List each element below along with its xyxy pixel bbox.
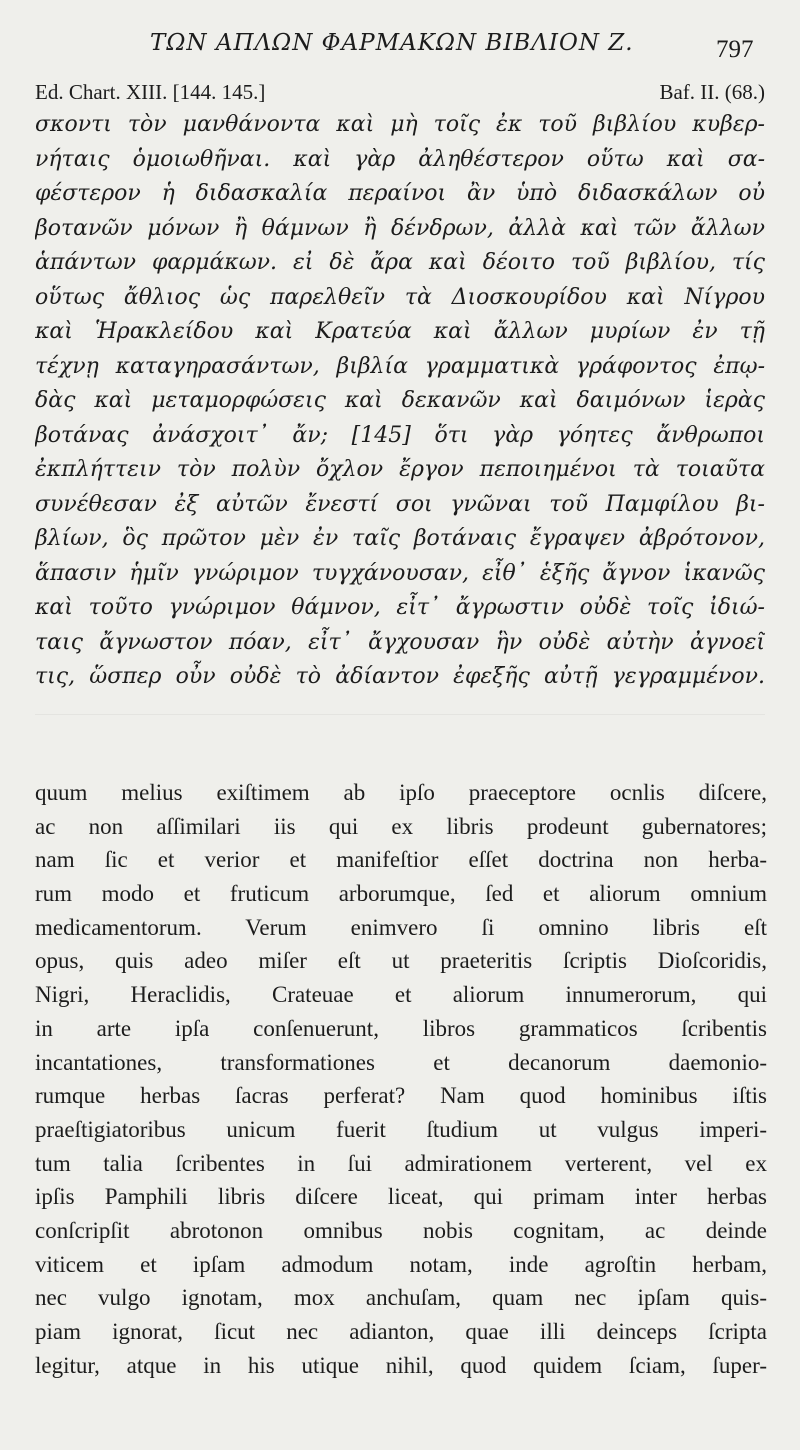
- greek-line: βοτάνας ἀνάσχοιτ᾽ ἄν; [145] ὅτι γὰρ γόητες ἄνθρωποι: [35, 422, 765, 448]
- latin-line: piam ignorat, ſicut nec adianton, quae illi deinceps ſcripta: [35, 1319, 767, 1344]
- greek-line: βοτανῶν μόνων ἢ θάμνων ἢ δένδρων, ἀλλὰ καὶ τῶν ἄλλων: [35, 215, 765, 241]
- latin-line: conſcripſit abrotonon omnibus nobis cognitam, ac deinde: [35, 1217, 767, 1243]
- latin-line: quum melius exiſtimem ab ipſo praeceptore ocnlis diſcere,: [35, 780, 767, 805]
- latin-line: nec vulgo ignotam, mox anchuſam, quam nec ipſam quis-: [35, 1285, 767, 1311]
- greek-line: τέχνῃ καταγηρασάντων, βιβλία γραμματικὰ γράφοντος ἐπῳ-: [35, 353, 765, 379]
- latin-line: rum modo et fruticum arborumque, ſed et aliorum omnium: [35, 881, 767, 907]
- greek-line: βλίων, ὃς πρῶτον μὲν ἐν ταῖς βοτάναις ἔγραψεν ἀβρότονον,: [35, 526, 765, 551]
- latin-line: medicamentorum. Verum enimvero ſi omnino libris eſt: [35, 914, 767, 940]
- running-head: ΤΩΝ ΑΠΛΩΝ ΦΑΡΜΑΚΩΝ ΒΙΒΛΙΟΝ Ζ.: [150, 30, 634, 56]
- latin-line: in arte ipſa conſenuerunt, libros grammaticos ſcribentis: [35, 1015, 767, 1041]
- greek-line: τις, ὥσπερ οὖν οὐδὲ τὸ ἀδίαντον ἐφεξῆς αὐτῇ γεγραμμένον.: [35, 664, 765, 689]
- latin-line: legitur, atque in his utique nihil, quod quidem ſciam, ſuper-: [35, 1352, 767, 1378]
- greek-line: ἅπασιν ἡμῖν γνώριμον τυγχάνουσαν, εἶθ᾽ ἑξῆς ἄγνον ἱκανῶς: [35, 560, 765, 586]
- latin-line: praeſtigiatoribus unicum fuerit ſtudium ut vulgus imperi-: [35, 1116, 767, 1142]
- latin-line: ac non aſſimilari iis qui ex libris prodeunt gubernatores;: [35, 813, 767, 839]
- latin-line: Nigri, Heraclidis, Crateuae et aliorum innumerorum, qui: [35, 982, 767, 1008]
- greek-text-block: [35, 108, 765, 695]
- greek-line: ταις ἄγνωστον πόαν, εἶτ᾽ ἄγχουσαν ἣν οὐδὲ αὐτὴν ἀγνοεῖ: [35, 629, 765, 655]
- latin-line: opus, quis adeo miſer eſt ut praeteritis ſcriptis Dioſcoridis,: [35, 948, 767, 974]
- edition-reference-basel: Baf. II. (68.): [659, 80, 765, 104]
- greek-line: συνέθεσαν ἐξ αὐτῶν ἔνεστί σοι γνῶναι τοῦ Παμφίλου βι-: [35, 491, 765, 517]
- greek-line: οὕτως ἄθλιος ὡς παρελθεῖν τὰ Διοσκουρίδου καὶ Νίγρου: [35, 284, 765, 310]
- latin-text-block: [35, 776, 767, 1382]
- latin-line: rumque herbas ſacras perferat? Nam quod hominibus iſtis: [35, 1083, 767, 1109]
- greek-line: ἁπάντων φαρμάκων. εἰ δὲ ἄρα καὶ δέοιτο τοῦ βιβλίου, τίς: [35, 250, 765, 275]
- section-divider: [35, 714, 765, 715]
- greek-line: φέστερον ἡ διδασκαλία περαίνοι ἂν ὑπὸ διδασκάλων οὐ: [35, 181, 765, 206]
- latin-line: tum talia ſcribentes in ſui admirationem verterent, vel ex: [35, 1150, 767, 1176]
- edition-reference-chartier: Ed. Chart. XIII. [144. 145.]: [35, 80, 266, 104]
- latin-line: incantationes, transformationes et decanorum daemonio-: [35, 1049, 767, 1075]
- greek-line: σκοντι τὸν μανθάνοντα καὶ μὴ τοῖς ἐκ τοῦ βιβλίου κυβερ-: [35, 112, 765, 137]
- page-number: 797: [716, 36, 754, 63]
- greek-line: ἐκπλήττειν τὸν πολὺν ὄχλον ἔργον πεποιημένοι τὰ τοιαῦτα: [35, 457, 765, 482]
- latin-line: viticem et ipſam admodum notam, inde agroſtin herbam,: [35, 1251, 767, 1277]
- latin-line: ipſis Pamphili libris diſcere liceat, qui primam inter herbas: [35, 1184, 767, 1210]
- greek-line: δὰς καὶ μεταμορφώσεις καὶ δεκανῶν καὶ δαιμόνων ἱερὰς: [35, 388, 765, 413]
- greek-line: καὶ τοῦτο γνώριμον θάμνον, εἶτ᾽ ἄγρωστιν οὐδὲ τοῖς ἰδιώ-: [35, 595, 765, 620]
- greek-line: καὶ Ἡρακλείδου καὶ Κρατεύα καὶ ἄλλων μυρίων ἐν τῇ: [35, 319, 765, 344]
- greek-line: νήταις ὁμοιωθῆναι. καὶ γὰρ ἀληθέστερον οὕτω καὶ σα-: [35, 146, 765, 172]
- latin-line: nam ſic et verior et manifeſtior eſſet doctrina non herba-: [35, 847, 767, 873]
